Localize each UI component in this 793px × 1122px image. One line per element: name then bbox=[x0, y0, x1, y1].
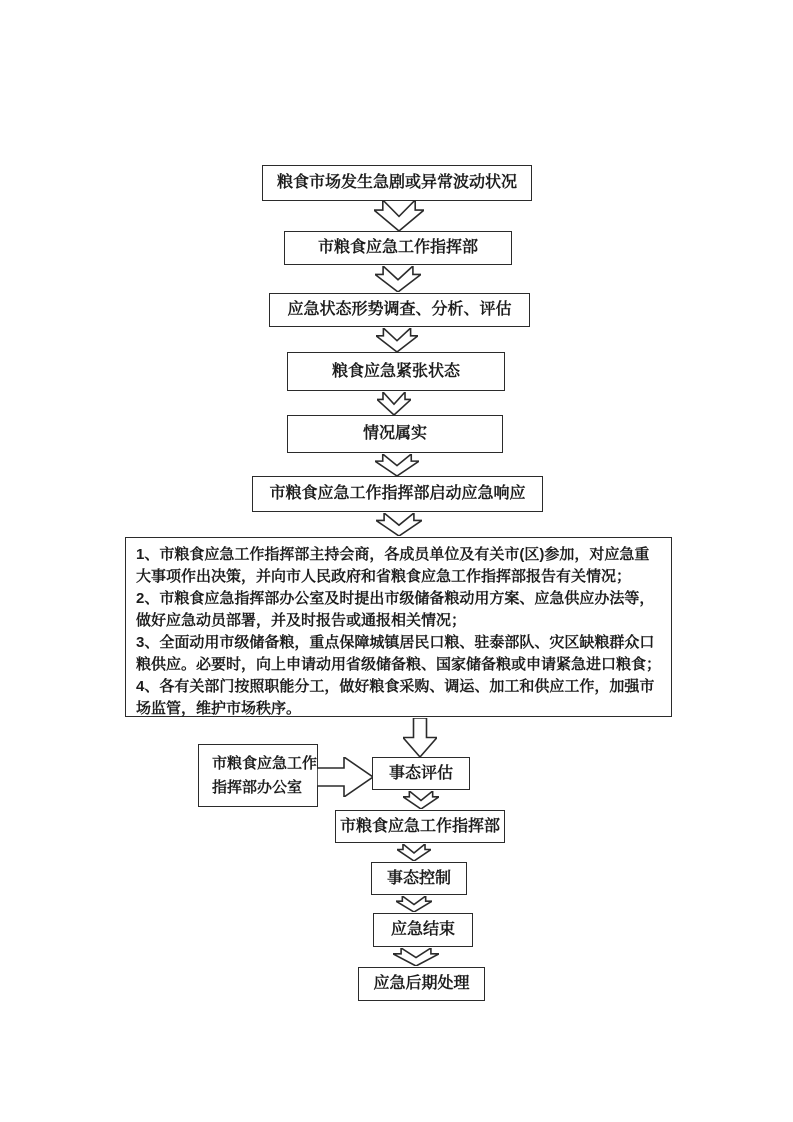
measure-item-2: 2、市粮食应急指挥部办公室及时提出市级储备粮动用方案、应急供应办法等，做好应急动员部署，并及时报告或通报相关情况； bbox=[136, 590, 655, 629]
node-label: 事态评估 bbox=[388, 764, 453, 782]
node-label: 应急后期处理 bbox=[373, 975, 470, 993]
down-arrow-icon bbox=[375, 454, 419, 476]
flow-node-market-fluctuation bbox=[262, 165, 532, 201]
flow-node-event-control bbox=[371, 862, 467, 895]
down-arrow-icon bbox=[393, 948, 439, 966]
office-label-line-2: 指挥部办公室 bbox=[212, 778, 303, 796]
measure-item-3: 3、全面动用市级储备粮，重点保障城镇居民口粮、驻泰部队、灾区缺粮群众口粮供应。必要时，向上申请动用省级储备粮、国家储备粮或申请紧急进口粮食； bbox=[136, 634, 662, 673]
down-arrow-icon bbox=[376, 328, 418, 352]
down-arrow-icon bbox=[397, 844, 431, 861]
measure-item-1: 1、市粮食应急工作指挥部主持会商，各成员单位及有关市(区)参加，对应急重大事项作出决策，并向市人民政府和省粮食应急工作指挥部报告有关情况； bbox=[136, 546, 650, 585]
command-office-box bbox=[198, 744, 318, 807]
flow-node-emergency-end bbox=[373, 913, 473, 947]
flow-node-start-emergency-response bbox=[252, 476, 543, 512]
flow-node-situation-investigation bbox=[269, 293, 530, 327]
right-arrow-icon bbox=[317, 757, 373, 797]
down-arrow-icon bbox=[403, 718, 437, 757]
node-label: 市粮食应急工作指挥部 bbox=[317, 239, 478, 257]
measure-item-4: 4、各有关部门按照职能分工，做好粮食采购、调运、加工和供应工作，加强市场监管，维护市场秩序。 bbox=[136, 678, 655, 717]
node-label: 市粮食应急工作指挥部 bbox=[339, 817, 500, 835]
node-label: 事态控制 bbox=[386, 869, 451, 887]
node-label: 粮食应急紧张状态 bbox=[331, 362, 460, 380]
flow-node-command-center-review bbox=[335, 810, 505, 843]
down-arrow-icon bbox=[375, 266, 421, 292]
flow-node-post-emergency-processing bbox=[358, 967, 485, 1001]
down-arrow-icon bbox=[377, 392, 411, 415]
down-arrow-icon bbox=[403, 791, 439, 809]
node-label: 粮食市场发生急剧或异常波动状况 bbox=[276, 174, 517, 192]
flow-node-situation-verified bbox=[287, 415, 503, 453]
flow-node-tension-state bbox=[287, 352, 505, 391]
node-label: 应急状态形势调查、分析、评估 bbox=[287, 301, 512, 319]
down-arrow-icon bbox=[374, 200, 424, 231]
down-arrow-icon bbox=[396, 896, 432, 912]
flow-node-event-evaluation bbox=[372, 757, 470, 790]
response-measures-box bbox=[125, 537, 672, 717]
flow-node-command-center bbox=[284, 231, 512, 265]
office-label-line-1: 市粮食应急工作 bbox=[212, 754, 318, 772]
down-arrow-icon bbox=[376, 513, 422, 536]
node-label: 市粮食应急工作指挥部启动应急响应 bbox=[269, 485, 526, 503]
node-label: 情况属实 bbox=[362, 425, 427, 443]
node-label: 应急结束 bbox=[390, 921, 455, 939]
